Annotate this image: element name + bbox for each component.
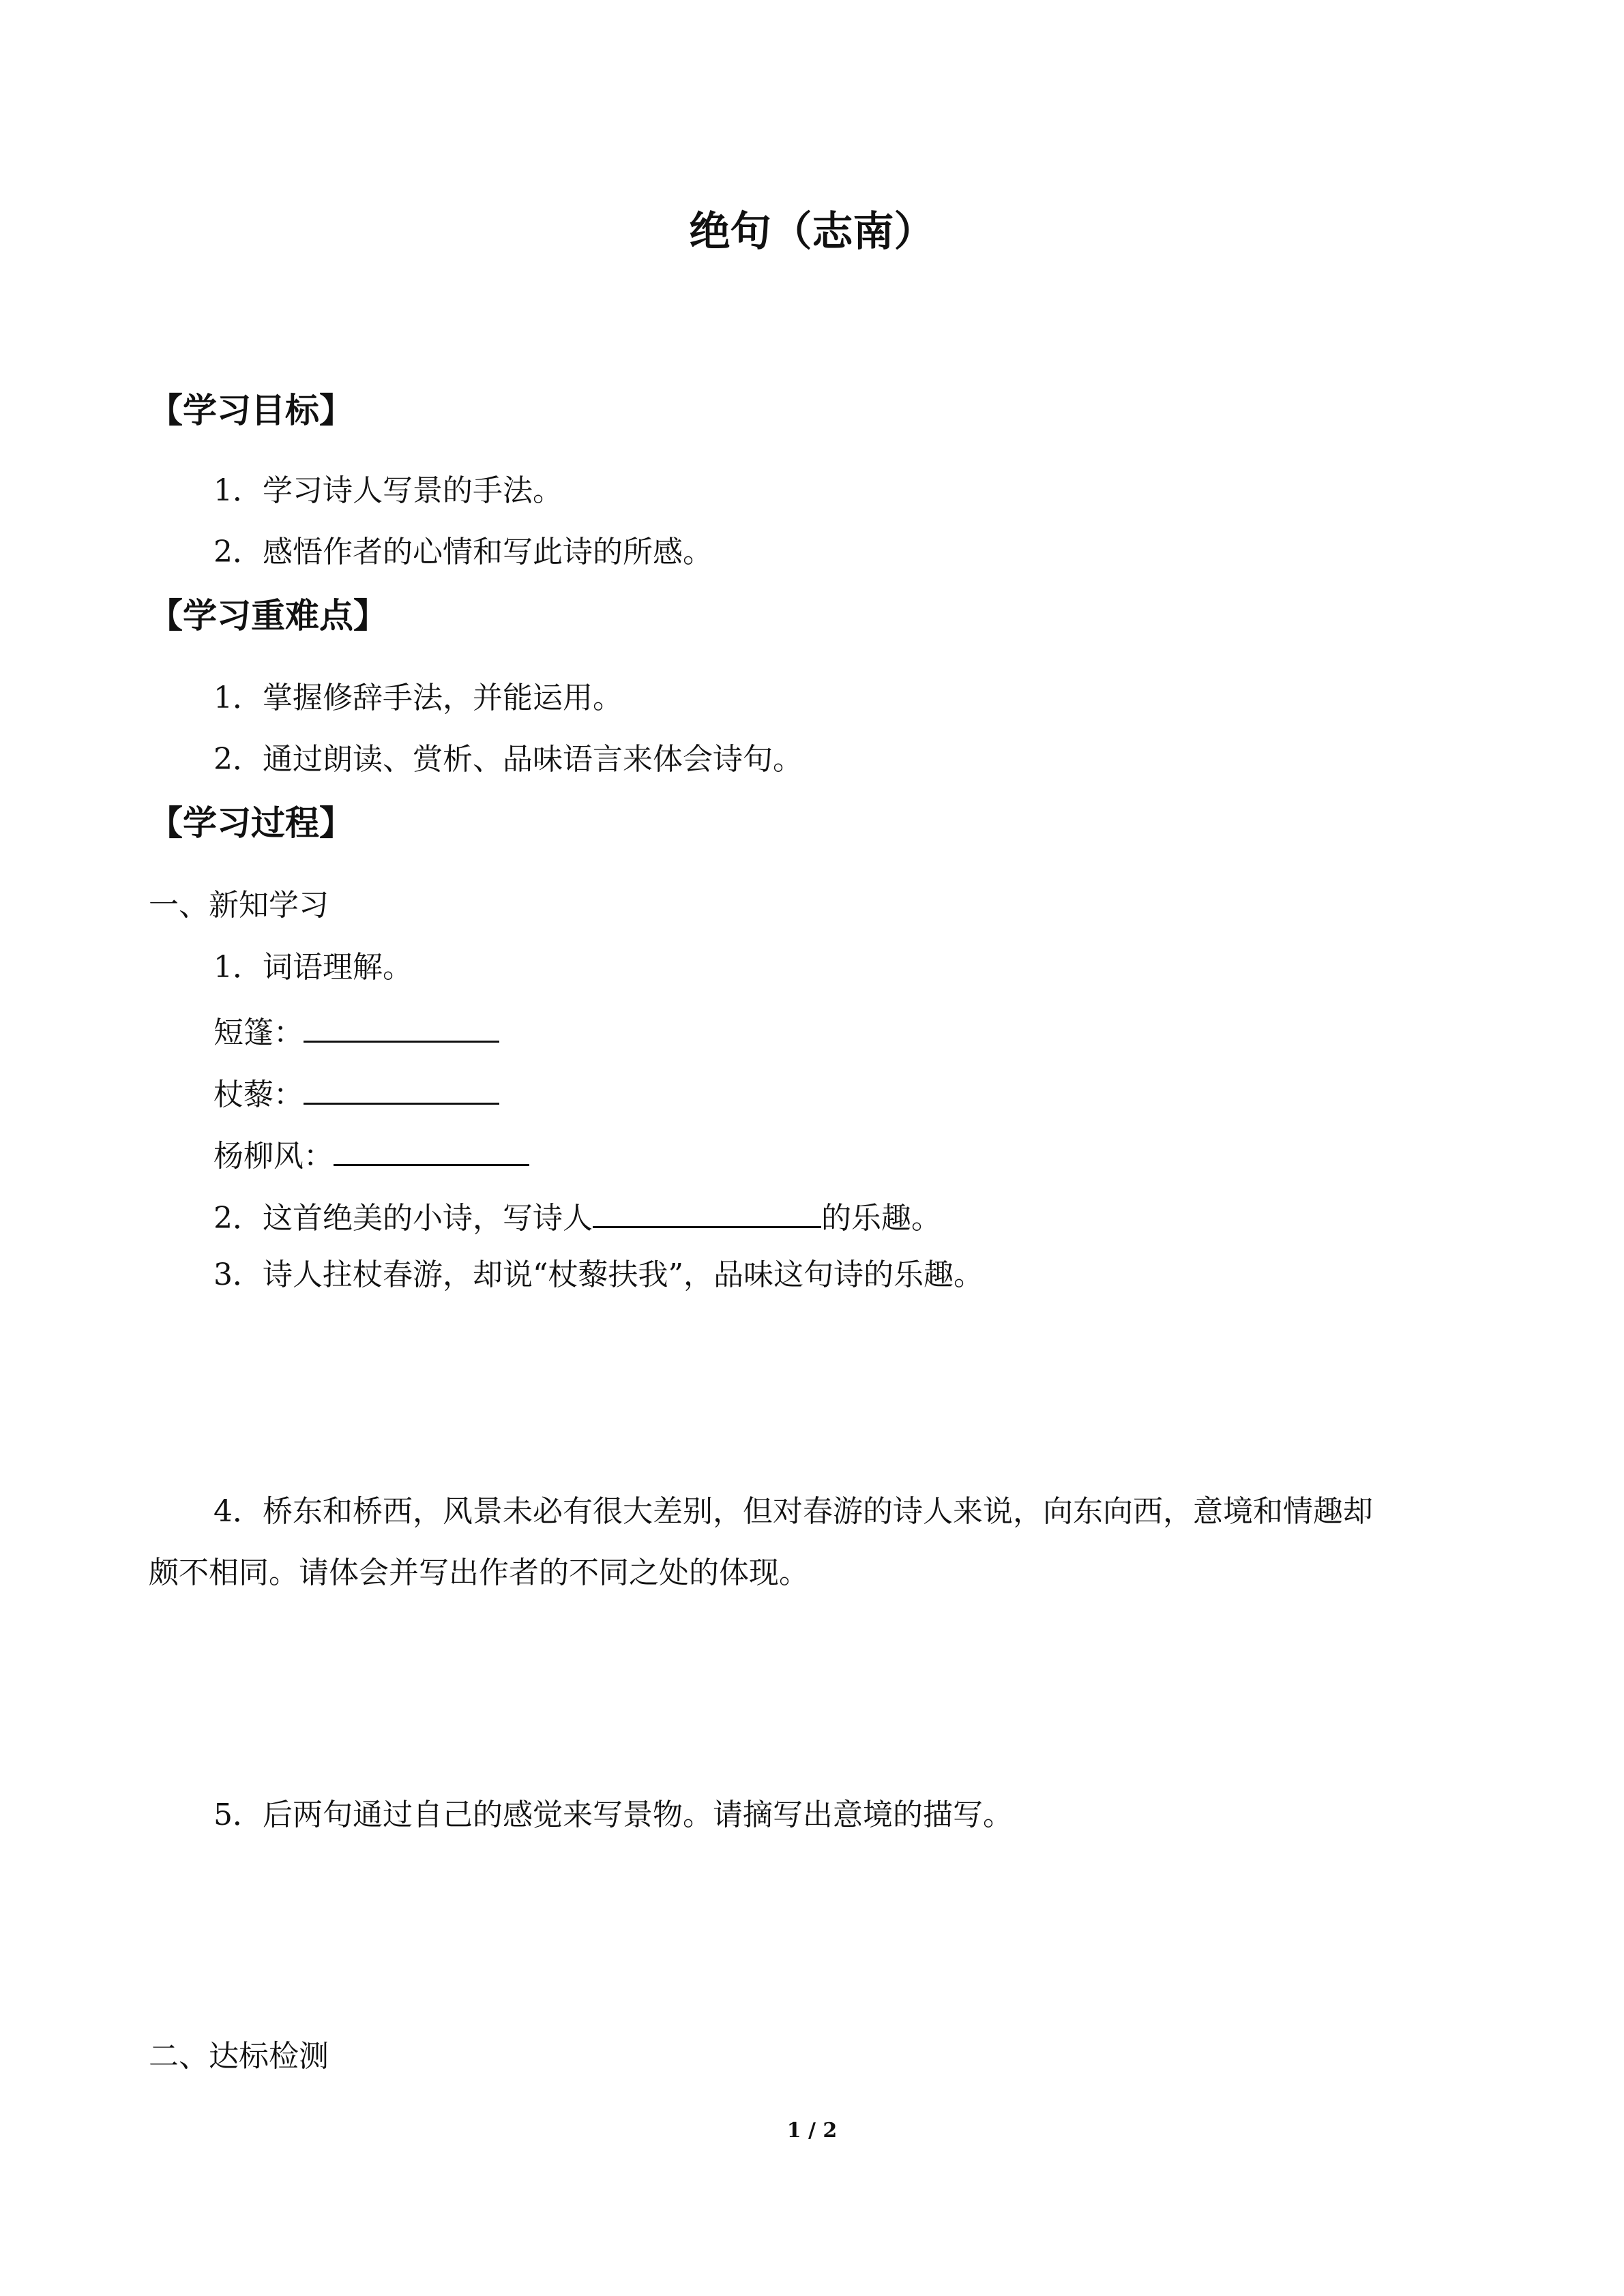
- key-point-item-1: 1．掌握修辞手法，并能运用。: [213, 681, 623, 715]
- page-number: 1 / 2: [786, 2119, 838, 2143]
- part1-title: 一、新知学习: [149, 888, 329, 923]
- vocab-answer-blank-1[interactable]: [304, 1008, 499, 1043]
- question-2-answer-blank[interactable]: [593, 1193, 821, 1228]
- vocab-term-1: 短篷：: [213, 1015, 304, 1050]
- vocab-row-3: [213, 1131, 529, 1177]
- question-2-text-before: 2．这首绝美的小诗，写诗人: [213, 1201, 593, 1236]
- goal-item-1: 1．学习诗人写景的手法。: [213, 473, 563, 508]
- part2-title: 二、达标检测: [149, 2039, 329, 2074]
- key-point-item-2: 2．通过朗读、赏析、品味语言来体会诗句。: [213, 742, 803, 777]
- vocab-term-3: 杨柳风：: [213, 1139, 334, 1174]
- question-1: 1．词语理解。: [213, 950, 413, 985]
- question-4-line-1: 4．桥东和桥西，风景未必有很大差别，但对春游的诗人来说，向东向西，意境和情趣却: [213, 1494, 1373, 1529]
- vocab-answer-blank-2[interactable]: [304, 1070, 499, 1105]
- section-heading-process: 【学习过程】: [149, 803, 353, 843]
- question-5: 5．后两句通过自己的感觉来写景物。请摘写出意境的描写。: [213, 1798, 1013, 1832]
- vocab-row-2: [213, 1070, 499, 1116]
- vocab-row-1: [213, 1008, 499, 1054]
- vocab-term-2: 杖藜：: [213, 1077, 304, 1112]
- vocab-answer-blank-3[interactable]: [334, 1131, 529, 1166]
- question-4-line-2: 颇不相同。请体会并写出作者的不同之处的体现。: [149, 1555, 809, 1590]
- goal-item-2: 2．感悟作者的心情和写此诗的所感。: [213, 535, 713, 569]
- section-heading-key-points: 【学习重难点】: [149, 596, 387, 636]
- question-3: 3．诗人拄杖春游，却说“杖藜扶我”，品味这句诗的乐趣。: [213, 1257, 984, 1292]
- document-title: 绝句（志南）: [689, 208, 935, 256]
- question-2: [213, 1193, 941, 1239]
- section-heading-goals: 【学习目标】: [149, 391, 353, 430]
- question-2-text-after: 的乐趣。: [821, 1201, 941, 1236]
